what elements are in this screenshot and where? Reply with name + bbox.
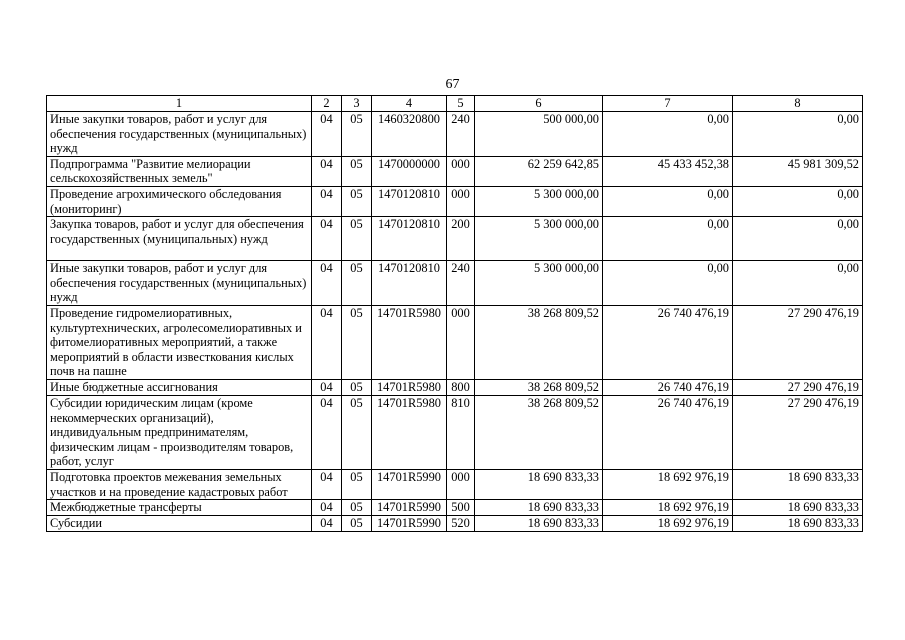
target-article-code: 1470000000 (372, 156, 447, 186)
target-article-code: 1470120810 (372, 186, 447, 216)
item-name: Подготовка проектов межевания земельных участков и на проведение кадастровых работ (47, 469, 312, 499)
expense-type-code: 240 (447, 112, 475, 157)
amount-col-7-value: 26 740 476,19 (657, 305, 729, 320)
target-article-code: 1470120810 (372, 261, 447, 306)
item-name: Иные бюджетные ассигнования (47, 379, 312, 395)
target-article-code: 14701R5980 (372, 305, 447, 379)
section-code: 04 (312, 500, 342, 516)
target-article-code: 14701R5990 (372, 500, 447, 516)
amount-col-7-value: 0,00 (707, 112, 729, 126)
amount-col-7 (603, 186, 733, 216)
header-cell: 2 (312, 96, 342, 112)
amount-col-8 (733, 112, 863, 157)
header-cell: 5 (447, 96, 475, 112)
expense-type-code: 200 (447, 217, 475, 261)
section-code: 04 (312, 156, 342, 186)
amount-col-7 (603, 500, 733, 516)
target-article-code: 14701R5990 (372, 516, 447, 532)
section-code: 04 (312, 379, 342, 395)
amount-col-8 (733, 261, 863, 306)
header-cell: 7 (603, 96, 733, 112)
target-article-code: 14701R5990 (372, 469, 447, 499)
item-name: Иные закупки товаров, работ и услуг для обеспечения государственных (муниципальных) нужд (47, 112, 312, 157)
amount-col-7 (603, 156, 733, 186)
amount-col-7-value: 26 740 476,19 (657, 379, 729, 394)
amount-col-8 (733, 156, 863, 186)
amount-col-6-value: 5 300 000,00 (533, 217, 599, 232)
amount-col-6-value: 38 268 809,52 (527, 305, 599, 320)
amount-col-7 (603, 379, 733, 395)
target-article-code: 14701R5980 (372, 379, 447, 395)
amount-col-8-value: 27 290 476,19 (787, 395, 859, 410)
section-code: 04 (312, 186, 342, 216)
amount-col-7-value: 45 433 452,38 (657, 156, 729, 171)
budget-table (46, 95, 863, 532)
expense-type-code: 000 (447, 186, 475, 216)
amount-col-6-value: 5 300 000,00 (533, 186, 599, 201)
amount-col-6 (475, 516, 603, 532)
expense-type-code: 000 (447, 156, 475, 186)
expense-type-code: 520 (447, 516, 475, 532)
amount-col-7 (603, 261, 733, 306)
section-code: 04 (312, 305, 342, 379)
amount-col-6-value: 62 259 642,85 (527, 156, 599, 171)
table-row (47, 186, 863, 216)
header-cell: 3 (342, 96, 372, 112)
amount-col-8-value: 27 290 476,19 (787, 305, 859, 320)
table-row (47, 261, 863, 306)
expense-type-code: 500 (447, 500, 475, 516)
expense-type-code: 800 (447, 379, 475, 395)
amount-col-8-value: 0,00 (837, 217, 859, 232)
item-name: Проведение гидромелиоративных, культуртехнических, агролесомелиоративных и фитомелиоративных мероприятий, а также мероприятий в области известкования кислых почв на пашне (47, 305, 312, 379)
amount-col-6-value: 38 268 809,52 (527, 395, 599, 410)
section-code: 04 (312, 395, 342, 469)
header-cell: 8 (733, 96, 863, 112)
subsection-code: 05 (342, 500, 372, 516)
subsection-code: 05 (342, 469, 372, 499)
table-body (47, 112, 863, 532)
amount-col-7-value: 18 692 976,19 (657, 469, 729, 484)
target-article-code: 1460320800 (372, 112, 447, 157)
header-cell: 1 (47, 96, 312, 112)
amount-col-8 (733, 395, 863, 469)
amount-col-8-value: 18 690 833,33 (787, 516, 859, 531)
subsection-code: 05 (342, 217, 372, 261)
subsection-code: 05 (342, 516, 372, 532)
amount-col-8-value: 0,00 (837, 261, 859, 276)
amount-col-8-value: 45 981 309,52 (787, 156, 859, 171)
amount-col-6 (475, 379, 603, 395)
amount-col-7 (603, 217, 733, 261)
amount-col-7 (603, 305, 733, 379)
expense-type-code: 000 (447, 305, 475, 379)
table-row (47, 500, 863, 516)
item-name: Проведение агрохимического обследования (мониторинг) (47, 186, 312, 216)
amount-col-6 (475, 305, 603, 379)
subsection-code: 05 (342, 186, 372, 216)
amount-col-7-value: 26 740 476,19 (657, 395, 729, 410)
amount-col-8 (733, 469, 863, 499)
section-code: 04 (312, 217, 342, 261)
item-name: Иные закупки товаров, работ и услуг для обеспечения государственных (муниципальных) нужд (47, 261, 312, 306)
table-row (47, 305, 863, 379)
amount-col-7 (603, 395, 733, 469)
subsection-code: 05 (342, 379, 372, 395)
amount-col-6-value: 5 300 000,00 (533, 261, 599, 276)
amount-col-7-value: 0,00 (707, 261, 729, 276)
table-row (47, 395, 863, 469)
section-code: 04 (312, 469, 342, 499)
item-name: Закупка товаров, работ и услуг для обеспечения государственных (муниципальных) нужд (47, 217, 312, 261)
amount-col-6 (475, 186, 603, 216)
section-code: 04 (312, 261, 342, 306)
amount-col-6-value: 18 690 833,33 (527, 516, 599, 531)
amount-col-8-value: 27 290 476,19 (787, 379, 859, 394)
subsection-code: 05 (342, 112, 372, 157)
item-name: Субсидии юридическим лицам (кроме некоммерческих организаций), индивидуальным предпринимателям, физическим лицам - производителям товаров, работ, услуг (47, 395, 312, 469)
amount-col-8 (733, 516, 863, 532)
amount-col-6-value: 500 000,00 (543, 112, 599, 126)
section-code: 04 (312, 112, 342, 157)
subsection-code: 05 (342, 156, 372, 186)
subsection-code: 05 (342, 305, 372, 379)
expense-type-code: 810 (447, 395, 475, 469)
item-name: Субсидии (47, 516, 312, 532)
amount-col-7 (603, 112, 733, 157)
amount-col-7-value: 18 692 976,19 (657, 500, 729, 515)
amount-col-8-value: 18 690 833,33 (787, 469, 859, 484)
subsection-code: 05 (342, 395, 372, 469)
amount-col-8 (733, 217, 863, 261)
amount-col-8 (733, 186, 863, 216)
amount-col-6-value: 18 690 833,33 (527, 469, 599, 484)
amount-col-6 (475, 261, 603, 306)
amount-col-8 (733, 379, 863, 395)
table-row (47, 217, 863, 261)
header-cell: 6 (475, 96, 603, 112)
amount-col-8-value: 0,00 (837, 112, 859, 126)
subsection-code: 05 (342, 261, 372, 306)
amount-col-7 (603, 516, 733, 532)
amount-col-6-value: 18 690 833,33 (527, 500, 599, 515)
target-article-code: 1470120810 (372, 217, 447, 261)
amount-col-8 (733, 305, 863, 379)
amount-col-7-value: 0,00 (707, 217, 729, 232)
table-row (47, 112, 863, 157)
amount-col-7 (603, 469, 733, 499)
amount-col-8-value: 18 690 833,33 (787, 500, 859, 515)
item-name: Межбюджетные трансферты (47, 500, 312, 516)
amount-col-6 (475, 112, 603, 157)
header-cell: 4 (372, 96, 447, 112)
table-row (47, 379, 863, 395)
amount-col-8 (733, 500, 863, 516)
expense-type-code: 240 (447, 261, 475, 306)
section-code: 04 (312, 516, 342, 532)
amount-col-7-value: 0,00 (707, 186, 729, 201)
amount-col-6-value: 38 268 809,52 (527, 379, 599, 394)
amount-col-8-value: 0,00 (837, 186, 859, 201)
table-row (47, 516, 863, 532)
amount-col-6 (475, 156, 603, 186)
expense-type-code: 000 (447, 469, 475, 499)
table-row (47, 156, 863, 186)
amount-col-6 (475, 217, 603, 261)
page-number: 67 (445, 77, 460, 92)
amount-col-6 (475, 395, 603, 469)
amount-col-6 (475, 469, 603, 499)
item-name: Подпрограмма "Развитие мелиорации сельскохозяйственных земель" (47, 156, 312, 186)
table-row (47, 469, 863, 499)
header-row (47, 96, 863, 112)
amount-col-6 (475, 500, 603, 516)
amount-col-7-value: 18 692 976,19 (657, 516, 729, 531)
target-article-code: 14701R5980 (372, 395, 447, 469)
